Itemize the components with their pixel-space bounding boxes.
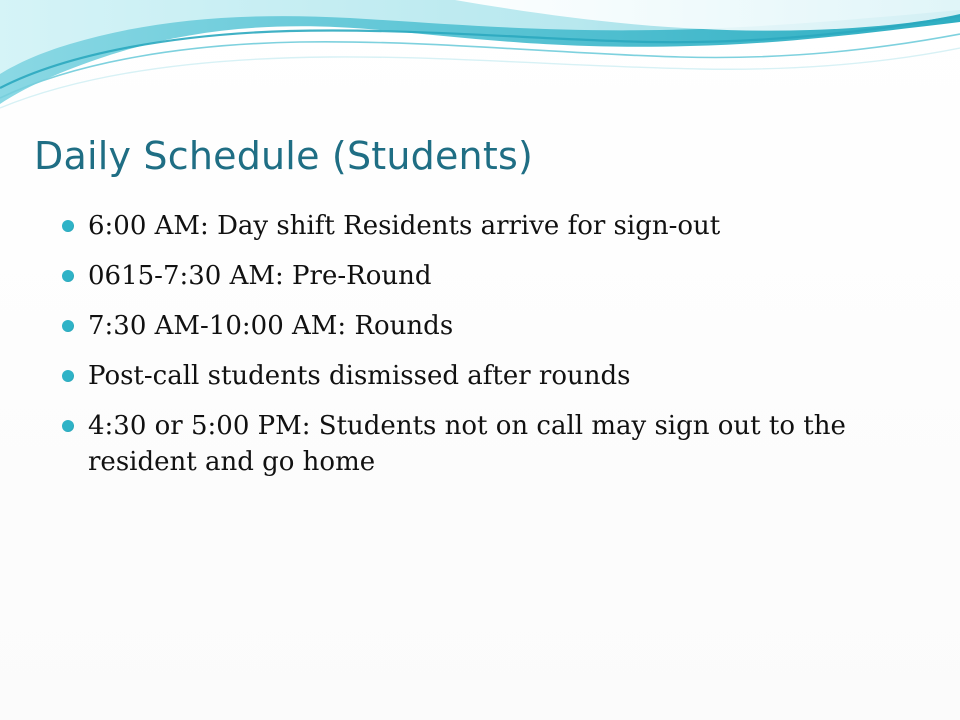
list-item xyxy=(62,208,912,244)
bullet-dot-icon xyxy=(62,320,74,332)
list-item xyxy=(62,258,912,294)
list-item-text: 6:00 AM: Day shift Residents arrive for sign-out xyxy=(88,211,721,241)
list-item-text: 4:30 or 5:00 PM: Students not on call may sign out to the resident and go home xyxy=(88,411,846,477)
decorative-wave-header xyxy=(0,0,960,120)
bullet-dot-icon xyxy=(62,220,74,232)
list-item-text: 0615-7:30 AM: Pre-Round xyxy=(88,261,432,291)
wave-line-bottom xyxy=(0,48,960,108)
list-item xyxy=(62,308,912,344)
bullet-dot-icon xyxy=(62,270,74,282)
list-item-text: 7:30 AM-10:00 AM: Rounds xyxy=(88,311,454,341)
list-item-text: Post-call students dismissed after rounds xyxy=(88,361,631,391)
list-item xyxy=(62,408,912,480)
bullet-dot-icon xyxy=(62,420,74,432)
bullet-dot-icon xyxy=(62,370,74,382)
list-item xyxy=(62,358,912,394)
slide-title: Daily Schedule (Students) xyxy=(34,134,533,178)
schedule-list xyxy=(62,208,912,494)
